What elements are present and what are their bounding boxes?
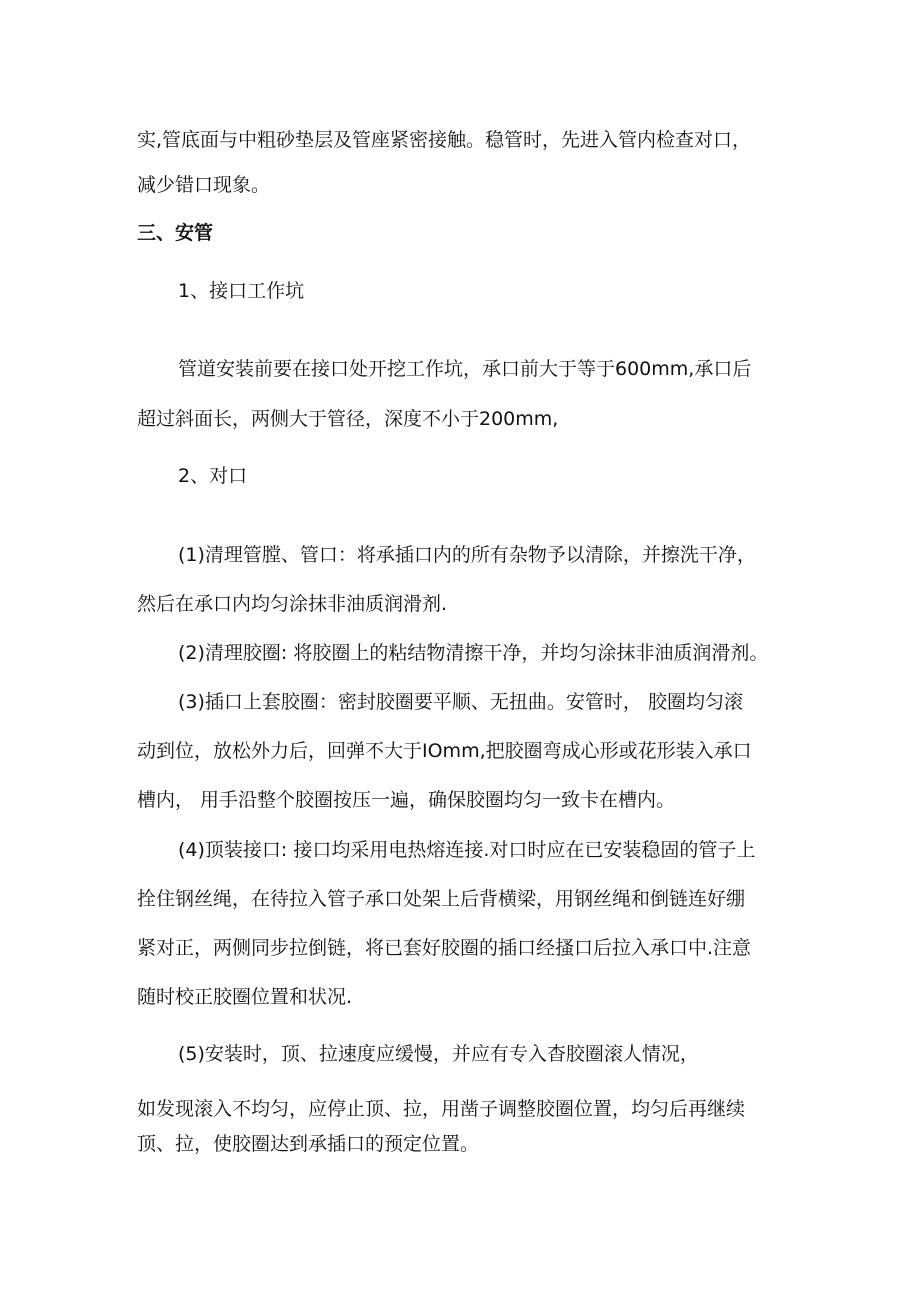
paragraph-line: 减少错口现象。	[137, 174, 271, 196]
paragraph-line: 拴住钢丝绳，在待拉入管子承口处架上后背横梁，用钢丝绳和倒链连好绷	[137, 888, 746, 910]
paragraph-line: 顶、拉，使胶圈达到承插口的预定位置。	[137, 1133, 480, 1155]
paragraph-line: 实,管底面与中粗砂垫层及管座紧密接触。稳管时，先进入管内检查对口，	[137, 129, 752, 151]
paragraph-line: (1)清理管膛、管口：将承插口内的所有杂物予以清除，并擦洗干净，	[178, 544, 756, 566]
subsection-heading: 2、对口	[178, 465, 248, 487]
paragraph-line: 紧对正，两侧同步拉倒链，将已套好胶圈的插口经搔口后拉入承口中.注意	[137, 937, 752, 959]
subsection-heading: 1、接口工作坑	[178, 280, 305, 302]
paragraph-line: (4)顶装接口: 接口均采用电热熔连接.对口时应在已安装稳固的管子上	[178, 839, 756, 861]
section-heading: 三、安管	[137, 222, 214, 244]
paragraph-line: 槽内， 用手沿整个胶圈按压一遍，确保胶圈均匀一致卡在槽内。	[137, 789, 676, 811]
paragraph-line: (2)清理胶圈: 将胶圈上的粘结物清擦干净，并均匀涂抹非油质润滑剂。	[178, 642, 769, 664]
paragraph-line: (3)插口上套胶圈：密封胶圈要平顺、无扭曲。安管时， 胶圈均匀滚	[178, 691, 743, 713]
paragraph-line: 超过斜面长，两侧大于管径，深度不小于200mm,	[137, 408, 559, 430]
paragraph-line: 然后在承口内均匀涂抹非油质润滑剂.	[137, 593, 448, 615]
paragraph-line: 动到位，放松外力后，回弹不大于IOmm,把胶圈弯成心形或花形装入承口	[137, 740, 752, 762]
paragraph-line: 管道安装前要在接口处开挖工作坑，承口前大于等于600mm,承口后	[178, 358, 752, 380]
paragraph-line: 随时校正胶圈位置和状况.	[137, 986, 353, 1008]
paragraph-line: (5)安装时，顶、拉速度应缓慢，并应有专入杳胶圈滚人情况，	[178, 1043, 699, 1065]
paragraph-line: 如发现滚入不均匀，应停止顶、拉，用凿子调整胶圈位置，均匀后再继续	[137, 1098, 746, 1120]
